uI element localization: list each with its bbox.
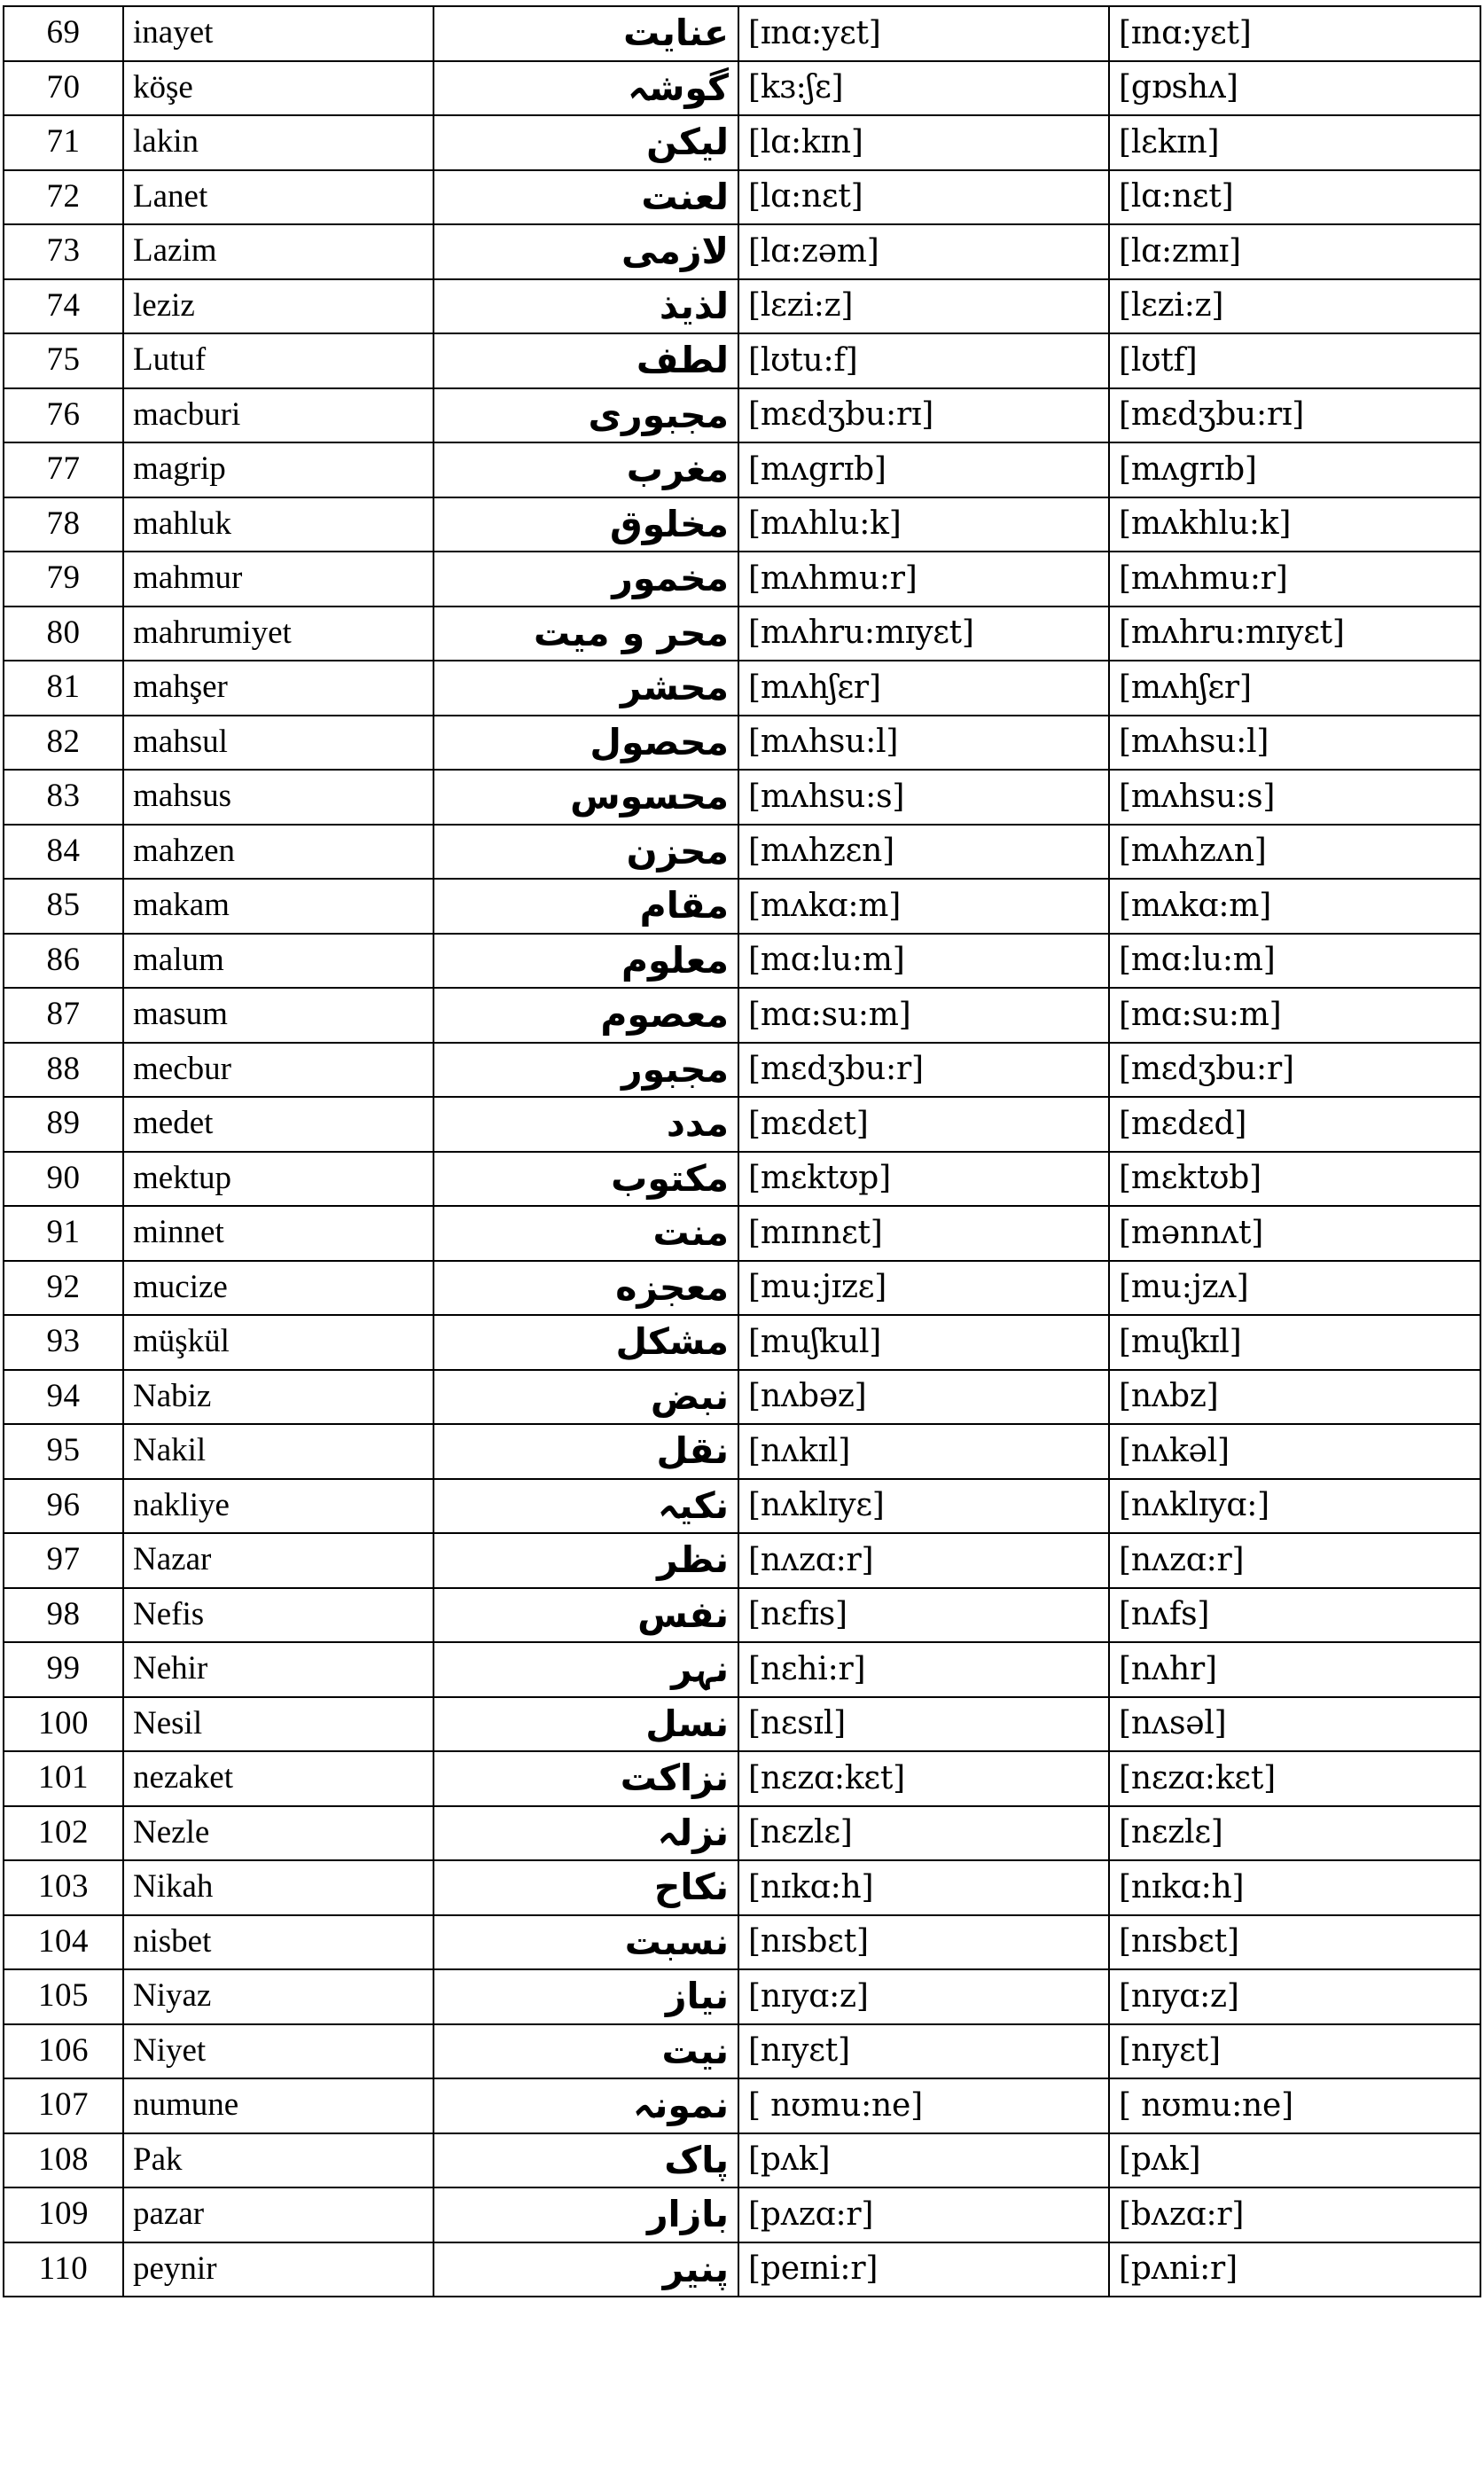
latin-transliteration: leziz: [123, 279, 433, 334]
arabic-script-word: منت: [433, 1206, 738, 1261]
entry-number: 93: [4, 1315, 123, 1370]
ipa-transcription-source: [nɪkɑ:h]: [738, 1860, 1109, 1915]
entry-number: 71: [4, 115, 123, 170]
latin-transliteration: Pak: [123, 2133, 433, 2188]
arabic-script-word: لذيذ: [433, 279, 738, 334]
entry-number: 82: [4, 716, 123, 771]
latin-transliteration: malum: [123, 934, 433, 989]
ipa-transcription-source: [nɪsbɛt]: [738, 1915, 1109, 1970]
ipa-transcription-target: [lɛzi:z]: [1109, 279, 1480, 334]
arabic-script-word: نہر: [433, 1642, 738, 1697]
ipa-transcription-target: [mʌhsu:l]: [1109, 716, 1480, 771]
table-row: [4, 879, 1480, 934]
latin-transliteration: peynir: [123, 2242, 433, 2297]
table-row: [4, 716, 1480, 771]
ipa-transcription-target: [nʌhr]: [1109, 1642, 1480, 1697]
ipa-transcription-target: [mʌhzʌn]: [1109, 825, 1480, 880]
entry-number: 104: [4, 1915, 123, 1970]
table-row: [4, 497, 1480, 552]
latin-transliteration: Nazar: [123, 1533, 433, 1588]
ipa-transcription-target: [mɛdʒbu:rɪ]: [1109, 388, 1480, 443]
arabic-script-word: محصول: [433, 716, 738, 771]
arabic-script-word: معلوم: [433, 934, 738, 989]
arabic-script-word: معجزه: [433, 1261, 738, 1316]
ipa-transcription-source: [nɛzɑ:kɛt]: [738, 1751, 1109, 1806]
arabic-script-word: پاک: [433, 2133, 738, 2188]
table-row: [4, 1370, 1480, 1425]
arabic-script-word: نزاكت: [433, 1751, 738, 1806]
ipa-transcription-source: [nɪyɑ:z]: [738, 1969, 1109, 2024]
document-page: [0, 5, 1484, 2473]
entry-number: 101: [4, 1751, 123, 1806]
arabic-script-word: نسبت: [433, 1915, 738, 1970]
entry-number: 106: [4, 2024, 123, 2079]
entry-number: 84: [4, 825, 123, 880]
arabic-script-word: پنير: [433, 2242, 738, 2297]
table-row: [4, 1697, 1480, 1752]
arabic-script-word: نمونہ: [433, 2078, 738, 2133]
table-row: [4, 170, 1480, 225]
ipa-transcription-target: [nʌfs]: [1109, 1588, 1480, 1643]
latin-transliteration: masum: [123, 988, 433, 1043]
latin-transliteration: numune: [123, 2078, 433, 2133]
latin-transliteration: Nefis: [123, 1588, 433, 1643]
ipa-transcription-source: [lɛzi:z]: [738, 279, 1109, 334]
latin-transliteration: lakin: [123, 115, 433, 170]
ipa-transcription-source: [lɑ:zəm]: [738, 224, 1109, 279]
latin-transliteration: minnet: [123, 1206, 433, 1261]
table-row: [4, 1424, 1480, 1479]
entry-number: 99: [4, 1642, 123, 1697]
table-row: [4, 442, 1480, 497]
table-row: [4, 1261, 1480, 1316]
arabic-script-word: نظر: [433, 1533, 738, 1588]
ipa-transcription-target: [mʌhru:mɪyɛt]: [1109, 607, 1480, 661]
arabic-script-word: نكيہ: [433, 1479, 738, 1534]
table-row: [4, 1479, 1480, 1534]
ipa-transcription-target: [nɛzɑ:kɛt]: [1109, 1751, 1480, 1806]
table-row: [4, 2187, 1480, 2242]
ipa-transcription-source: [nʌbəz]: [738, 1370, 1109, 1425]
ipa-transcription-target: [lɑ:nɛt]: [1109, 170, 1480, 225]
ipa-transcription-target: [nʌzɑ:r]: [1109, 1533, 1480, 1588]
arabic-script-word: نفس: [433, 1588, 738, 1643]
latin-transliteration: mahşer: [123, 661, 433, 716]
latin-transliteration: nakliye: [123, 1479, 433, 1534]
latin-transliteration: Nikah: [123, 1860, 433, 1915]
ipa-transcription-target: [mʌhsu:s]: [1109, 770, 1480, 825]
arabic-script-word: نزلہ: [433, 1806, 738, 1861]
arabic-script-word: لطف: [433, 333, 738, 388]
ipa-transcription-target: [mɛktʊb]: [1109, 1152, 1480, 1207]
latin-transliteration: Niyet: [123, 2024, 433, 2079]
ipa-transcription-source: [nɪyɛt]: [738, 2024, 1109, 2079]
entry-number: 95: [4, 1424, 123, 1479]
table-row: [4, 1315, 1480, 1370]
entry-number: 83: [4, 770, 123, 825]
entry-number: 79: [4, 552, 123, 607]
table-row: [4, 770, 1480, 825]
entry-number: 88: [4, 1043, 123, 1098]
ipa-transcription-source: [mʌhzɛn]: [738, 825, 1109, 880]
table-row: [4, 1097, 1480, 1152]
ipa-transcription-source: [mʌhsu:l]: [738, 716, 1109, 771]
latin-transliteration: mahluk: [123, 497, 433, 552]
table-row: [4, 388, 1480, 443]
ipa-transcription-source: [nʌzɑ:r]: [738, 1533, 1109, 1588]
entry-number: 77: [4, 442, 123, 497]
ipa-transcription-source: [mu:jɪzɛ]: [738, 1261, 1109, 1316]
table-row: [4, 2024, 1480, 2079]
ipa-transcription-target: [mʌhʃɛr]: [1109, 661, 1480, 716]
entry-number: 75: [4, 333, 123, 388]
entry-number: 100: [4, 1697, 123, 1752]
ipa-transcription-target: [nɪsbɛt]: [1109, 1915, 1480, 1970]
table-row: [4, 607, 1480, 661]
table-row: [4, 552, 1480, 607]
latin-transliteration: müşkül: [123, 1315, 433, 1370]
ipa-transcription-source: [nɛsɪl]: [738, 1697, 1109, 1752]
latin-transliteration: Nakil: [123, 1424, 433, 1479]
ipa-transcription-source: [mʌhsu:s]: [738, 770, 1109, 825]
ipa-transcription-source: [nɛzlɛ]: [738, 1806, 1109, 1861]
arabic-script-word: ليكن: [433, 115, 738, 170]
ipa-transcription-target: [nʌklɪyɑ:]: [1109, 1479, 1480, 1534]
ipa-transcription-source: [pʌzɑ:r]: [738, 2187, 1109, 2242]
ipa-transcription-source: [lɑ:kɪn]: [738, 115, 1109, 170]
arabic-script-word: نياز: [433, 1969, 738, 2024]
entry-number: 78: [4, 497, 123, 552]
entry-number: 72: [4, 170, 123, 225]
latin-transliteration: mahmur: [123, 552, 433, 607]
ipa-transcription-source: [mɑ:lu:m]: [738, 934, 1109, 989]
entry-number: 98: [4, 1588, 123, 1643]
entry-number: 96: [4, 1479, 123, 1534]
ipa-transcription-source: [mɛktʊp]: [738, 1152, 1109, 1207]
latin-transliteration: nisbet: [123, 1915, 433, 1970]
ipa-transcription-target: [mʌkhlu:k]: [1109, 497, 1480, 552]
latin-transliteration: Nezle: [123, 1806, 433, 1861]
arabic-script-word: مخلوق: [433, 497, 738, 552]
arabic-script-word: نسل: [433, 1697, 738, 1752]
arabic-script-word: نقل: [433, 1424, 738, 1479]
ipa-transcription-target: [mɛdʒbu:r]: [1109, 1043, 1480, 1098]
ipa-transcription-source: [peɪni:r]: [738, 2242, 1109, 2297]
ipa-transcription-target: [lɛkɪn]: [1109, 115, 1480, 170]
latin-transliteration: Nehir: [123, 1642, 433, 1697]
table-row: [4, 115, 1480, 170]
ipa-transcription-target: [lʊtf]: [1109, 333, 1480, 388]
ipa-transcription-source: [mʌhru:mɪyɛt]: [738, 607, 1109, 661]
ipa-transcription-target: [nʌkəl]: [1109, 1424, 1480, 1479]
arabic-script-word: مكتوب: [433, 1152, 738, 1207]
entry-number: 94: [4, 1370, 123, 1425]
arabic-script-word: محشر: [433, 661, 738, 716]
entry-number: 90: [4, 1152, 123, 1207]
table-row: [4, 1860, 1480, 1915]
table-row: [4, 1588, 1480, 1643]
entry-number: 86: [4, 934, 123, 989]
table-row: [4, 1969, 1480, 2024]
ipa-transcription-target: [nʌsəl]: [1109, 1697, 1480, 1752]
entry-number: 92: [4, 1261, 123, 1316]
ipa-transcription-target: [nɛzlɛ]: [1109, 1806, 1480, 1861]
latin-transliteration: nezaket: [123, 1751, 433, 1806]
table-row: [4, 1915, 1480, 1970]
latin-transliteration: Lanet: [123, 170, 433, 225]
arabic-script-word: مشكل: [433, 1315, 738, 1370]
ipa-transcription-target: [ nʊmu:ne]: [1109, 2078, 1480, 2133]
arabic-script-word: مقام: [433, 879, 738, 934]
ipa-transcription-target: [mɛdɛd]: [1109, 1097, 1480, 1152]
latin-transliteration: pazar: [123, 2187, 433, 2242]
ipa-transcription-target: [ɪnɑ:yɛt]: [1109, 6, 1480, 61]
entry-number: 109: [4, 2187, 123, 2242]
ipa-transcription-target: [nɪyɑ:z]: [1109, 1969, 1480, 2024]
glossary-table-body: [4, 6, 1480, 2297]
ipa-transcription-target: [mʌkɑ:m]: [1109, 879, 1480, 934]
ipa-transcription-source: [kɜ:ʃɛ]: [738, 61, 1109, 116]
arabic-script-word: مجبور: [433, 1043, 738, 1098]
ipa-transcription-source: [muʃkul]: [738, 1315, 1109, 1370]
glossary-table: [3, 5, 1481, 2297]
ipa-transcription-target: [pʌk]: [1109, 2133, 1480, 2188]
latin-transliteration: mahzen: [123, 825, 433, 880]
ipa-transcription-source: [mɛdɛt]: [738, 1097, 1109, 1152]
latin-transliteration: mucize: [123, 1261, 433, 1316]
table-row: [4, 1152, 1480, 1207]
entry-number: 89: [4, 1097, 123, 1152]
table-row: [4, 333, 1480, 388]
arabic-script-word: لازمی: [433, 224, 738, 279]
ipa-transcription-target: [mɑ:su:m]: [1109, 988, 1480, 1043]
arabic-script-word: مدد: [433, 1097, 738, 1152]
ipa-transcription-target: [bʌzɑ:r]: [1109, 2187, 1480, 2242]
entry-number: 81: [4, 661, 123, 716]
entry-number: 110: [4, 2242, 123, 2297]
ipa-transcription-source: [nɛhi:r]: [738, 1642, 1109, 1697]
table-row: [4, 1533, 1480, 1588]
arabic-script-word: مجبورى: [433, 388, 738, 443]
table-row: [4, 224, 1480, 279]
entry-number: 70: [4, 61, 123, 116]
arabic-script-word: مغرب: [433, 442, 738, 497]
ipa-transcription-source: [mɛdʒbu:r]: [738, 1043, 1109, 1098]
latin-transliteration: mahrumiyet: [123, 607, 433, 661]
ipa-transcription-source: [nʌkɪl]: [738, 1424, 1109, 1479]
latin-transliteration: Lutuf: [123, 333, 433, 388]
arabic-script-word: نيت: [433, 2024, 738, 2079]
latin-transliteration: mahsus: [123, 770, 433, 825]
table-row: [4, 934, 1480, 989]
entry-number: 97: [4, 1533, 123, 1588]
entry-number: 107: [4, 2078, 123, 2133]
entry-number: 102: [4, 1806, 123, 1861]
latin-transliteration: makam: [123, 879, 433, 934]
ipa-transcription-source: [mʌgrɪb]: [738, 442, 1109, 497]
entry-number: 80: [4, 607, 123, 661]
arabic-script-word: گوشہ: [433, 61, 738, 116]
latin-transliteration: Nabiz: [123, 1370, 433, 1425]
ipa-transcription-source: [pʌk]: [738, 2133, 1109, 2188]
table-row: [4, 1043, 1480, 1098]
arabic-script-word: محسوس: [433, 770, 738, 825]
ipa-transcription-target: [lɑ:zmɪ]: [1109, 224, 1480, 279]
table-row: [4, 988, 1480, 1043]
table-row: [4, 2242, 1480, 2297]
table-row: [4, 6, 1480, 61]
arabic-script-word: عنايت: [433, 6, 738, 61]
entry-number: 73: [4, 224, 123, 279]
latin-transliteration: köşe: [123, 61, 433, 116]
table-row: [4, 1806, 1480, 1861]
ipa-transcription-target: [mʌgrɪb]: [1109, 442, 1480, 497]
ipa-transcription-source: [nʌklɪyɛ]: [738, 1479, 1109, 1534]
entry-number: 76: [4, 388, 123, 443]
latin-transliteration: Niyaz: [123, 1969, 433, 2024]
table-row: [4, 279, 1480, 334]
ipa-transcription-target: [mənnʌt]: [1109, 1206, 1480, 1261]
latin-transliteration: mektup: [123, 1152, 433, 1207]
table-row: [4, 1206, 1480, 1261]
latin-transliteration: inayet: [123, 6, 433, 61]
ipa-transcription-target: [nʌbz]: [1109, 1370, 1480, 1425]
ipa-transcription-source: [mɑ:su:m]: [738, 988, 1109, 1043]
latin-transliteration: Lazim: [123, 224, 433, 279]
latin-transliteration: Nesil: [123, 1697, 433, 1752]
ipa-transcription-target: [gɒshʌ]: [1109, 61, 1480, 116]
ipa-transcription-source: [mʌhlu:k]: [738, 497, 1109, 552]
arabic-script-word: محزن: [433, 825, 738, 880]
ipa-transcription-target: [pʌni:r]: [1109, 2242, 1480, 2297]
table-row: [4, 1751, 1480, 1806]
ipa-transcription-source: [mʌhmu:r]: [738, 552, 1109, 607]
latin-transliteration: macburi: [123, 388, 433, 443]
ipa-transcription-target: [mu:jzʌ]: [1109, 1261, 1480, 1316]
table-row: [4, 61, 1480, 116]
entry-number: 69: [4, 6, 123, 61]
arabic-script-word: معصوم: [433, 988, 738, 1043]
ipa-transcription-target: [mɑ:lu:m]: [1109, 934, 1480, 989]
table-row: [4, 825, 1480, 880]
ipa-transcription-target: [nɪkɑ:h]: [1109, 1860, 1480, 1915]
ipa-transcription-target: [nɪyɛt]: [1109, 2024, 1480, 2079]
ipa-transcription-source: [mʌhʃɛr]: [738, 661, 1109, 716]
arabic-script-word: نكاح: [433, 1860, 738, 1915]
arabic-script-word: محر و ميت: [433, 607, 738, 661]
latin-transliteration: medet: [123, 1097, 433, 1152]
latin-transliteration: magrip: [123, 442, 433, 497]
ipa-transcription-source: [mʌkɑ:m]: [738, 879, 1109, 934]
entry-number: 74: [4, 279, 123, 334]
arabic-script-word: لعنت: [433, 170, 738, 225]
ipa-transcription-source: [mɪnnɛt]: [738, 1206, 1109, 1261]
latin-transliteration: mahsul: [123, 716, 433, 771]
arabic-script-word: بازار: [433, 2187, 738, 2242]
entry-number: 87: [4, 988, 123, 1043]
ipa-transcription-source: [nɛfɪs]: [738, 1588, 1109, 1643]
ipa-transcription-source: [ nʊmu:ne]: [738, 2078, 1109, 2133]
table-row: [4, 2133, 1480, 2188]
entry-number: 91: [4, 1206, 123, 1261]
latin-transliteration: mecbur: [123, 1043, 433, 1098]
ipa-transcription-source: [lɑ:nɛt]: [738, 170, 1109, 225]
table-row: [4, 2078, 1480, 2133]
ipa-transcription-source: [mɛdʒbu:rɪ]: [738, 388, 1109, 443]
table-row: [4, 661, 1480, 716]
ipa-transcription-source: [ɪnɑ:yɛt]: [738, 6, 1109, 61]
entry-number: 103: [4, 1860, 123, 1915]
entry-number: 108: [4, 2133, 123, 2188]
table-row: [4, 1642, 1480, 1697]
entry-number: 85: [4, 879, 123, 934]
arabic-script-word: نبض: [433, 1370, 738, 1425]
arabic-script-word: مخمور: [433, 552, 738, 607]
entry-number: 105: [4, 1969, 123, 2024]
ipa-transcription-target: [mʌhmu:r]: [1109, 552, 1480, 607]
ipa-transcription-target: [muʃkɪl]: [1109, 1315, 1480, 1370]
ipa-transcription-source: [lʊtu:f]: [738, 333, 1109, 388]
